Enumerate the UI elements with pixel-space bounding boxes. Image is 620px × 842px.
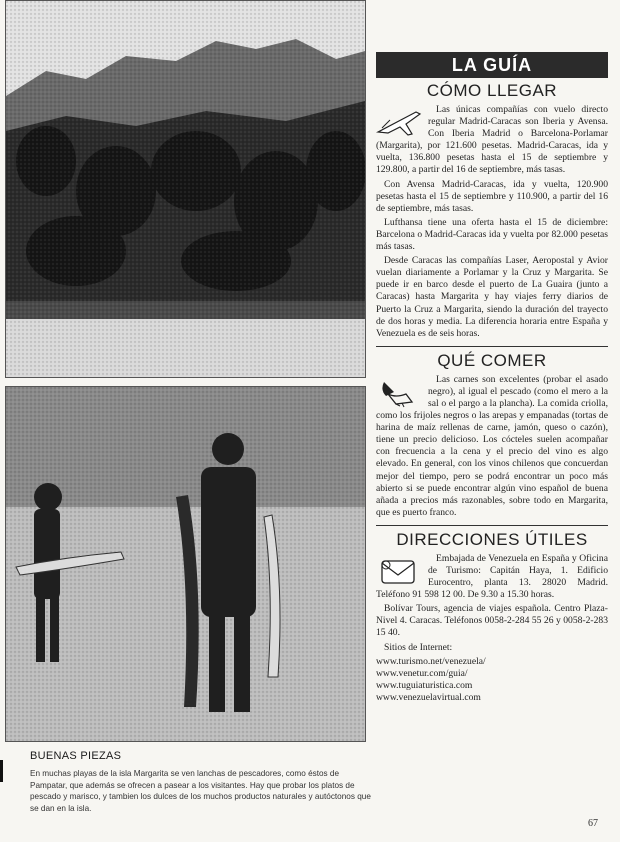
section-title-que-comer: QUÉ COMER <box>376 346 608 371</box>
paragraph: Las únicas compañías con vuelo directo regular Madrid-Caracas son Iberia y Avensa. Con Iberia Madrid o Barcelona-Porlamar (Margarita), por 121.600 pesetas. Madrid-Caracas, ida y vuelta, 136.800 pesetas hasta el 15 de septiembre y 129.800, a partir del 16 de septiembre, más tasas. <box>376 104 608 176</box>
paragraph: Bolívar Tours, agencia de viajes española. Centro Plaza-Nivel 4. Caracas. Teléfonos 0058-2-284 55 26 y 0058-2-283 15 40. <box>376 603 608 639</box>
paragraph: Desde Caracas las compañías Laser, Aeropostal y Avior vuelan diariamente a Porlamar y la Cruz y Margarita. Se puede ir en barco desde el puerto de La Guaira (junto a Caracas) hasta Margarita y hay viajes ferry diarios de Puerto la Cruz a Margarita, siendo la duración del trayecto de dos horas y media. La diferencia horaria entre España y Venezuela es de seis horas. <box>376 255 608 339</box>
lobster-icon <box>376 376 422 408</box>
paragraph: Lufthansa tiene una oferta hasta el 15 de diciembre: Barcelona o Madrid-Caracas ida y vuelta por 82.000 pesetas más tasas. <box>376 216 608 253</box>
section-title-como-llegar: CÓMO LLEGAR <box>426 81 558 100</box>
section-body-direcciones-utiles <box>376 553 608 654</box>
caption-title: BUENAS PIEZAS <box>30 750 122 762</box>
page-edge-mark <box>0 760 3 782</box>
url-link[interactable]: www.tuguiaturistica.com <box>376 680 473 692</box>
fishermen-photo-icon <box>6 387 365 741</box>
url-list <box>376 656 608 705</box>
paragraph: Embajada de Venezuela en España y Oficina de Turismo: Capitán Haya, 1. Edificio Eurocentro, planta 13. 28020 Madrid. Teléfono 91 598 12 00. De 9.30 a 15.30 horas. <box>376 552 608 601</box>
guide-sidebar <box>376 52 608 820</box>
url-link[interactable]: www.venezuelavirtual.com <box>376 692 481 704</box>
url-link[interactable]: www.turismo.net/venezuela/ <box>376 655 486 667</box>
url-link[interactable]: www.venetur.com/guia/ <box>376 667 468 679</box>
landscape-photo <box>5 0 366 378</box>
page-number: 67 <box>588 818 598 829</box>
paragraph: Las carnes son excelentes (probar el asado negro), al igual el pescado (como el mero a la sal o el pargo a la plancha). La comida criolla, como los frijoles negros o las arepas y empanadas (tortas de harina de maíz rellenas de carne, jamón, queso o cazón), tiene un precio delicioso. Los cócteles suelen acompañar con frecuencia a la cena y el precio del vino es algo elevado. En general, con los vinos chilenos que concuerdan mejor del tiempo, pero se podrá encontrar un poco más abierto si se puede encontrar algún vino español de buena añada a precios más razonables, sobre todo en Margarita, que es puerto franco. <box>376 373 608 518</box>
landscape-photo-icon <box>6 1 365 377</box>
section-body-como-llegar <box>376 104 608 340</box>
paragraph: Sitios de Internet: <box>384 641 453 653</box>
section-title-direcciones-utiles: DIRECCIONES ÚTILES <box>376 525 608 550</box>
paragraph: Con Avensa Madrid-Caracas, ida y vuelta, 120.900 pesetas hasta el 15 de septiembre y 110.900, a partir del 16 de septiembre, más tasas. <box>376 178 608 214</box>
guide-header: LA GUÍA <box>376 52 608 78</box>
airplane-icon <box>376 106 422 138</box>
fishermen-photo <box>5 386 366 742</box>
section-body-que-comer <box>376 374 608 519</box>
envelope-icon <box>376 555 422 587</box>
caption-text: En muchas playas de la isla Margarita se ven lanchas de pescadores, como éstos de Pampatar, que además se ofrecen a pasear a los visitantes. Hay que probar los platos de pescado y marisco, y tambien los dulces de los muchos productos naturales y autóctonos que se dan en la isla. <box>30 769 371 813</box>
